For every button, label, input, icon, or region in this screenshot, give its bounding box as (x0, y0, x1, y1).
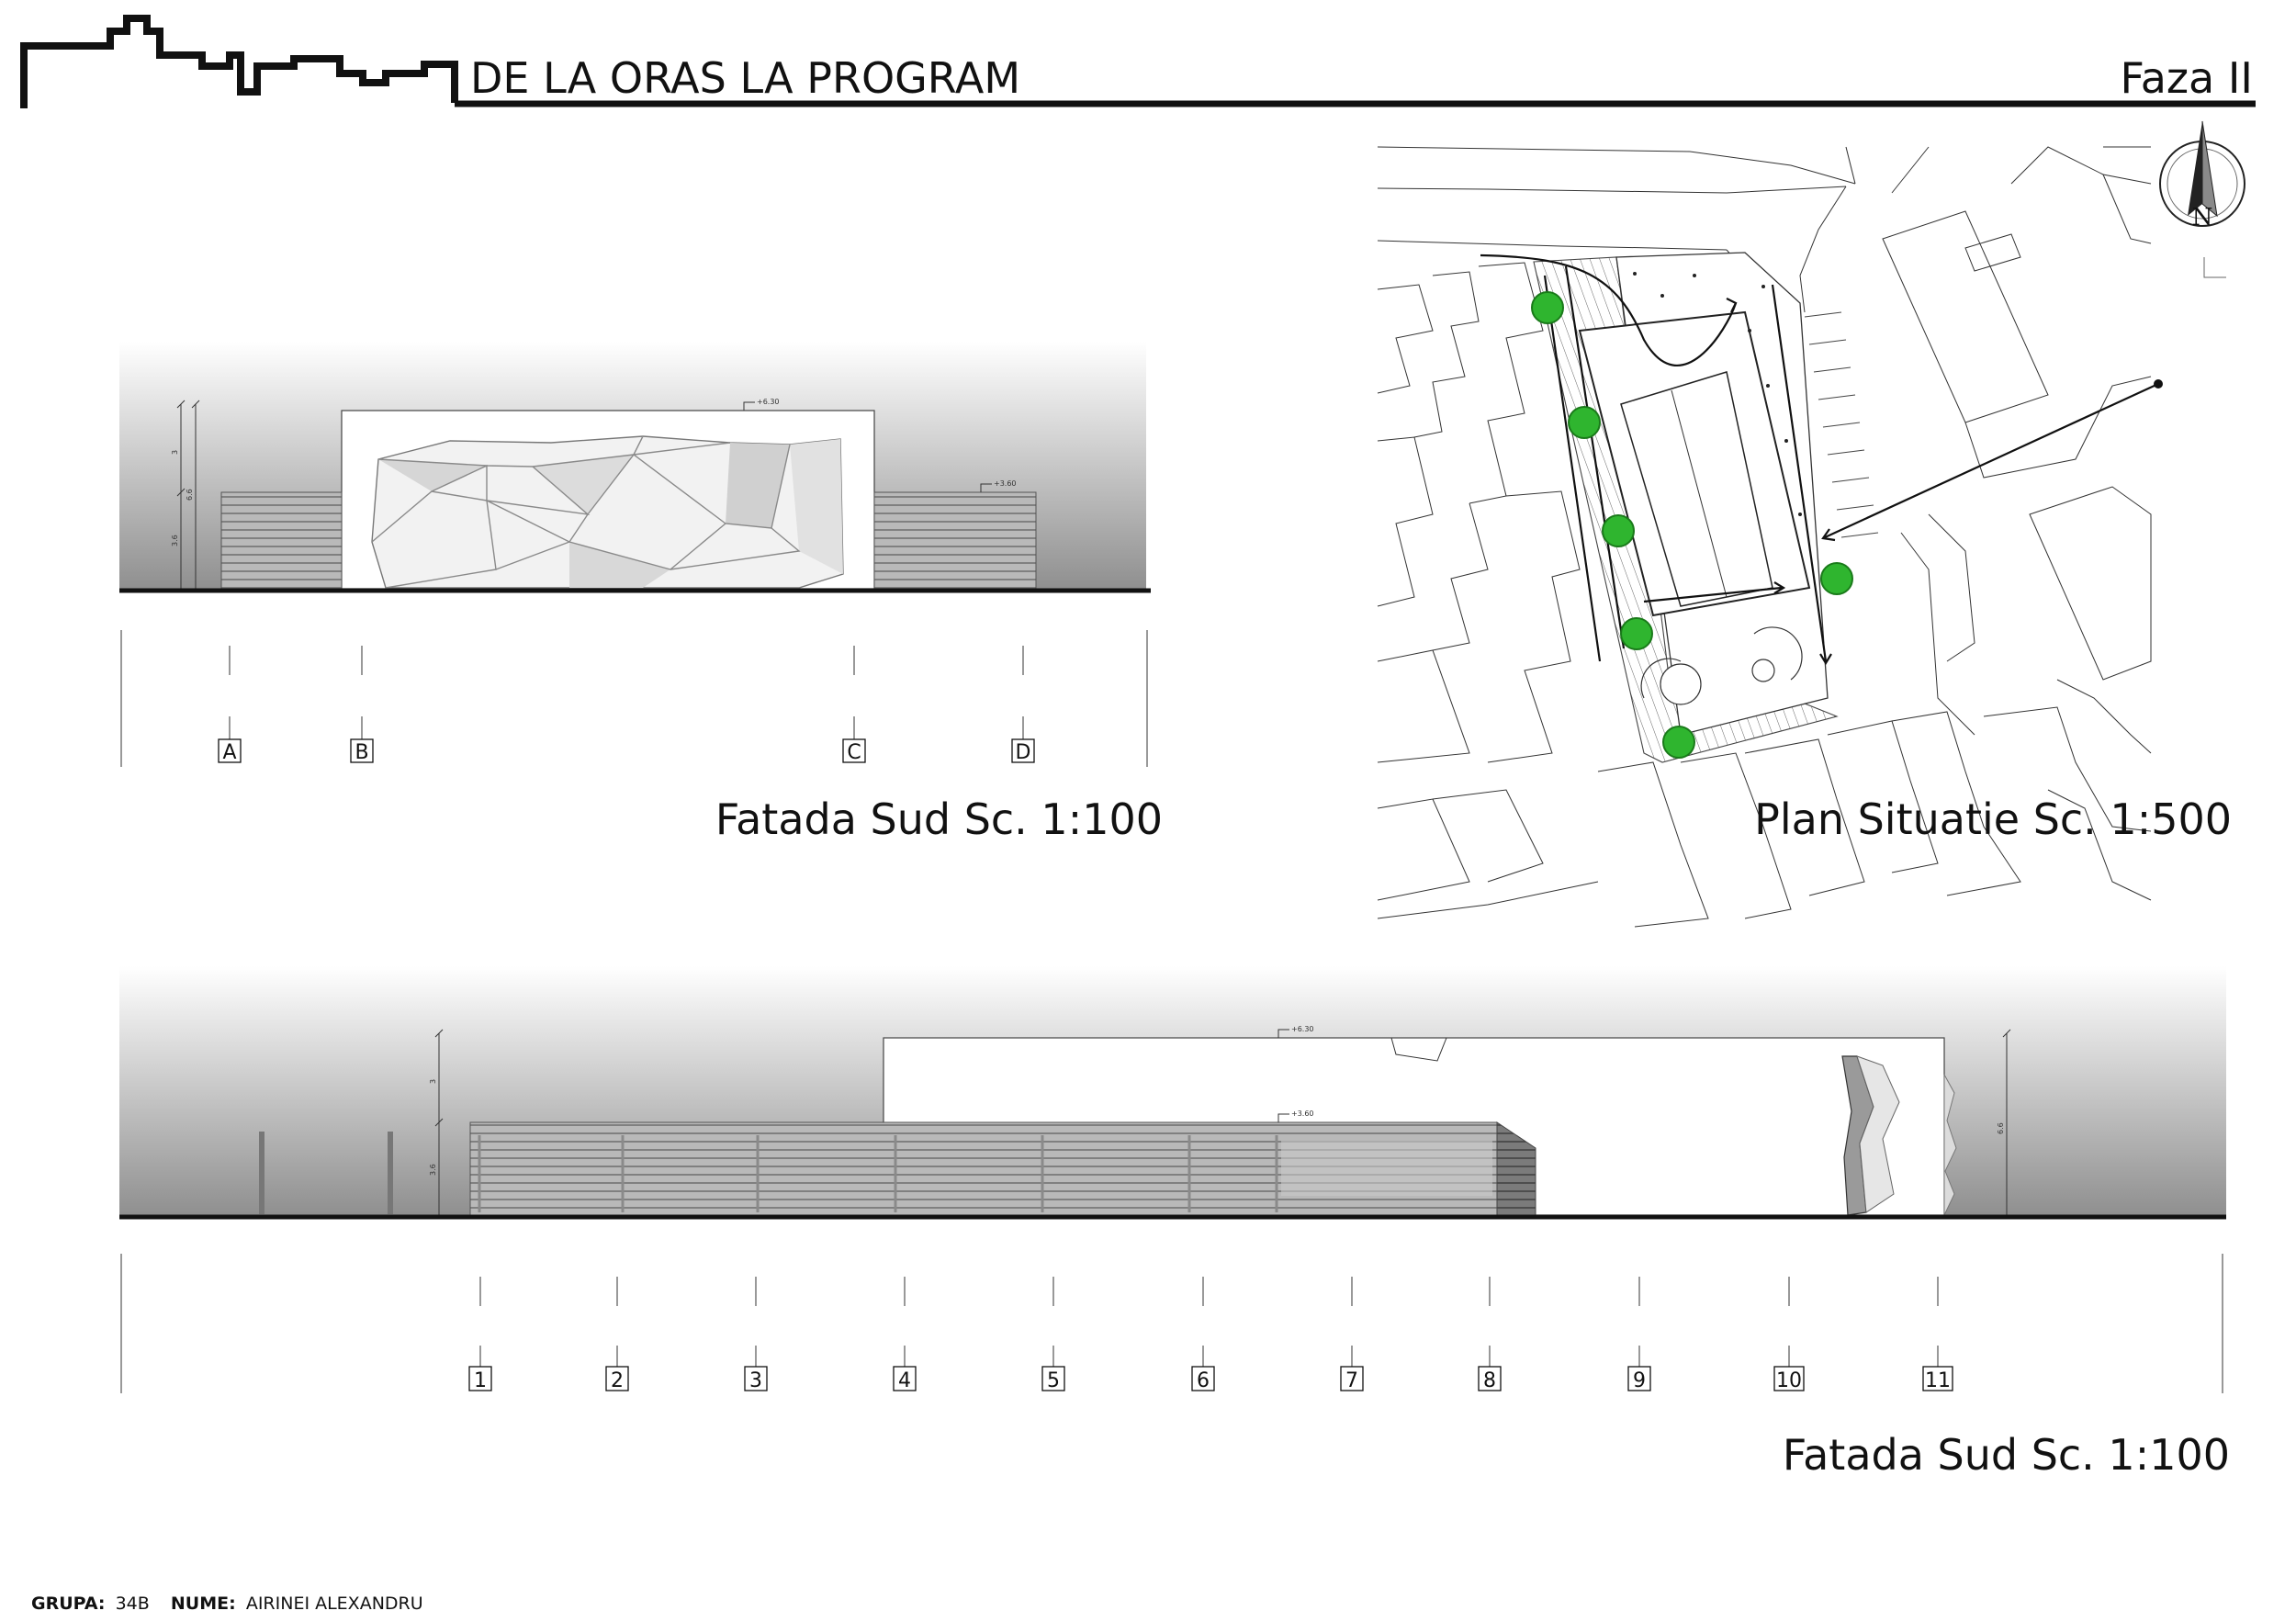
tree-icon (1603, 515, 1634, 546)
header (24, 18, 2256, 108)
caption-site-plan: Plan Situatie Sc. 1:500 (1754, 794, 2232, 844)
axis-label: 9 (1633, 1369, 1646, 1392)
caption-elevation-top: Fatada Sud Sc. 1:100 (715, 794, 1163, 844)
grid-axis (745, 1277, 767, 1392)
grid-axis (1192, 1277, 1214, 1392)
axis-label: 6 (1197, 1369, 1210, 1392)
caption-elevation-bottom: Fatada Sud Sc. 1:100 (1782, 1430, 2230, 1480)
dimension-label: 3 (171, 449, 179, 455)
level-label: +6.30 (1291, 1025, 1314, 1033)
grid-axis (1341, 1277, 1363, 1392)
grid-axis (1042, 1277, 1064, 1392)
dimension-label: 3.6 (429, 1164, 437, 1176)
louver-band (1281, 1141, 1492, 1196)
grid-axis (1923, 1277, 1953, 1392)
axis-label: D (1015, 741, 1031, 764)
elevation-top (119, 342, 1163, 844)
dimension-label: 6.6 (1997, 1122, 2005, 1134)
grid-axis (1479, 1277, 1501, 1392)
skyline-logo (24, 18, 455, 108)
dimension-label: 3.6 (171, 535, 179, 546)
axis-label: 3 (749, 1369, 762, 1392)
louvered-volume-left (221, 492, 342, 589)
axis-label: 5 (1047, 1369, 1060, 1392)
north-letter: N (2191, 204, 2213, 231)
phase-label: Faza II (2120, 53, 2253, 103)
elevation-bottom (119, 966, 2230, 1480)
footer (31, 1594, 423, 1614)
louvered-volume-right (874, 492, 1036, 589)
ucs-icon (2204, 257, 2226, 277)
name-label: NUME: (170, 1594, 236, 1614)
grid-axis (606, 1277, 628, 1392)
grid-axis (1628, 1277, 1650, 1392)
grid-axis (894, 1277, 916, 1392)
project-title: DE LA ORAS LA PROGRAM (470, 53, 1021, 103)
grid-axis (843, 646, 865, 764)
name-value: AIRINEI ALEXANDRU (245, 1594, 423, 1614)
tree-icon (1663, 727, 1694, 758)
level-label: +3.60 (1291, 1109, 1314, 1118)
grid-axis (219, 646, 241, 764)
tree-icon (1621, 618, 1652, 649)
site-plan (1378, 121, 2245, 927)
tree-icon (1532, 292, 1563, 323)
dimension-label: 3 (429, 1078, 437, 1084)
dimension-label: 6.6 (186, 489, 194, 501)
axis-label: 11 (1925, 1369, 1951, 1392)
court-circle (1752, 659, 1774, 681)
grid-axis (1774, 1277, 1804, 1392)
axis-label: 2 (611, 1369, 624, 1392)
lamp-post (259, 1132, 264, 1214)
arrow-origin-dot (2154, 379, 2163, 389)
grid-axis (1012, 646, 1034, 764)
tree-icon (1569, 407, 1600, 438)
lamp-post (388, 1132, 393, 1214)
title-block-text (31, 1594, 423, 1614)
axis-label: B (355, 741, 369, 764)
axis-label: 8 (1483, 1369, 1496, 1392)
group-value: 34B (115, 1594, 150, 1614)
axis-label: 10 (1776, 1369, 1802, 1392)
axis-label: 4 (898, 1369, 911, 1392)
axis-label: 7 (1345, 1369, 1358, 1392)
grid-axis (469, 1277, 491, 1392)
level-label: +6.30 (757, 398, 780, 406)
group-label: GRUPA: (31, 1594, 106, 1614)
tree-icon (1821, 563, 1852, 594)
north-arrow-icon (2160, 121, 2245, 231)
level-label: +3.60 (994, 479, 1017, 488)
axis-label: 1 (474, 1369, 487, 1392)
grid-axis (351, 646, 373, 764)
axis-label: C (847, 741, 861, 764)
axis-label: A (222, 741, 237, 764)
court-circle (1660, 664, 1701, 704)
